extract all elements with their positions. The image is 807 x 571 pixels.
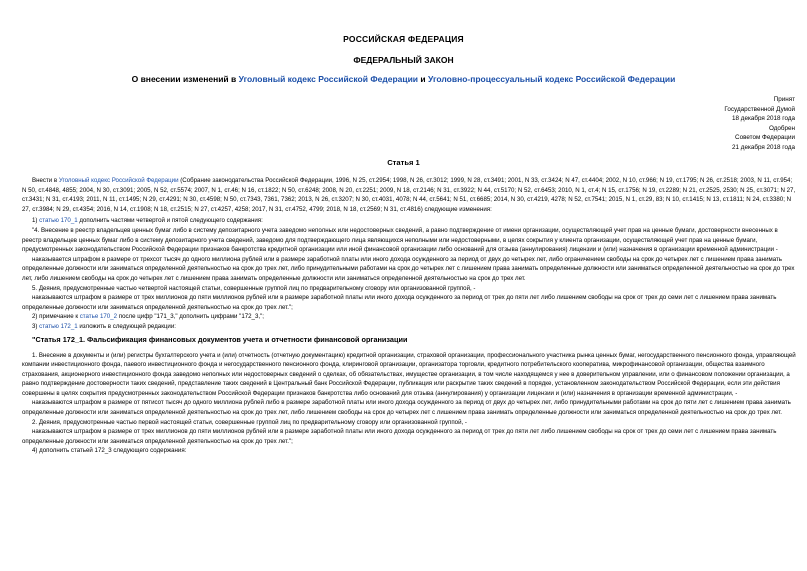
- intro-text: Внести в: [32, 177, 59, 184]
- approved-by: Советом Федерации: [735, 134, 795, 141]
- criminal-code-link[interactable]: Уголовный кодекс Российской Федерации: [58, 177, 179, 184]
- intro-rest-text: (Собрание законодательства Российской Федерации, 1996, N 25, ст.2954; 1998, N 26, ст.3012; 1999, N 28, ст.3491; 2001, N 33, ст.3424; N 47, ст.4404; 2002, N 10, ст.966; N 19, ст.1795; N 26, ст.2518; 2003, N 11, ст.954; N 50, ст.4848, 4855; 2004, N 30, ст.3091; 2005, N 52, ст.5574; 2007, N 1, ст.46; N 16, ст.1822; N 50, ст.6248; 2008, N 20, ст.2251; 2009, N 18, ст.2146; N 31, ст.3922; N 44, ст.5170; N 52, ст.6453; 2010, N 1, ст.4; N 15, ст.1756; N 19, ст.2289; N 21, ст.2525, 2530; N 25, ст.3071; N 27, ст.3431; N 31, ст.4193; 2011, N 11, ст.1495; N 29, ст.4291; N 30, ст.4598; N 50, ст.7343, 7361, 7362; 2013, N 26, ст.3207; N 30, ст.4031, 4078; N 44, ст.5641; N 51, ст.6685; 2014, N 30, ст.4219, 4278; N 52, ст.7541; 2015, N 1, ст.29, 83; N 10, ст.1415; N 13, ст.1811; N 24, ст.3380; N 27, ст.3984; N 29, ст.4354; 2016, N 14, ст.1908; N 18, ст.2515; N 27, ст.4257, 4258; 2017, N 31, ст.4752, 4799; 2018, N 18, ст.2569; N 31, ст.4816) следующие изменения:: [22, 177, 796, 213]
- article-172-1-heading: "Статья 172_1. Фальсификация финансовых документов учета и отчетности финансовой организации: [32, 334, 408, 344]
- paragraph-4: 5. Деяния, предусмотренные частью четвертой настоящей статьи, совершенные группой лиц по предварительному сговору или организованной группой, -: [32, 284, 476, 292]
- adoption-info: [675, 95, 795, 152]
- paragraph-q1: 1. Внесение в документы и (или) регистры бухгалтерского учета и (или) отчетность (отчетную документацию) кредитной организации, страховой организации, профессионального участника рынка ценных бумаг, негосударственного пенсионного фонда, управляющей компании инвестиционного фонда, паевого инвестиционного фонда и негосударственного пенсионного фонда, клиринговой организации, организатора торговли, кредитного потребительского кооператива, микрофинансовой организации, общества взаимного страхования, акционерного инвестиционного фонда заведомо неполных или недостоверных сведений о сделках, об обязательствах, имуществе организации, в том числе находящемся у нее в доверительном управлении, или о финансовом положении организации, а равно подтверждение достоверности таких сведений, представление таких сведений в Центральный банк Российской Федерации, публикация или раскрытие таких сведений в порядке, установленном законодательством Российской Федерации, если эти действия совершены в целях сокрытия предусмотренных законодательством Российской Федерации признаков банкротства либо оснований для отзыва (аннулирования) у организации лицензии и (или) назначения в организации временной администрации, -: [22, 351, 796, 397]
- approved-label: Одобрен: [768, 124, 795, 132]
- article-170-1-link[interactable]: статью 170_1: [39, 217, 78, 225]
- paragraph-6: [22, 312, 797, 322]
- paragraph-1: [22, 216, 797, 226]
- article-body: [22, 176, 797, 456]
- p6-text: 2) примечание к: [32, 313, 80, 321]
- article-170-2-link[interactable]: статье 170_2: [79, 313, 118, 321]
- adopted-by: Государственной Думой: [724, 105, 795, 113]
- criminal-code-link[interactable]: Уголовный кодекс Российской Федерации: [238, 74, 419, 84]
- paragraph-q2: наказываются штрафом в размере от пятисот тысяч до одного миллиона рублей либо в размере заработной платы или иного дохода осужденного за период от двух до четырех лет, либо принудительными работами на срок до пяти лет с лишением права занимать определенные должности или заниматься определенной деятельностью на срок до трех лет, либо лишением свободы на срок до четырех лет с лишением права занимать определенные должности или заниматься определенной деятельностью на срок до трех лет.: [22, 399, 791, 417]
- paragraph-q5: 4) дополнить статьей 172_3 следующего содержания:: [32, 447, 187, 455]
- article-172-1-link[interactable]: статью 172_1: [39, 322, 78, 330]
- law-title: [0, 74, 807, 84]
- paragraph-q4: наказываются штрафом в размере от трех миллионов до пяти миллионов рублей или в размере заработной платы или иного дохода осужденного за период от трех до пяти лет либо лишением свободы на срок от трех до семи лет с лишением права занимать определенные должности или заниматься определенной деятельностью на срок до трех лет.";: [22, 428, 777, 445]
- law-type-heading: ФЕДЕРАЛЬНЫЙ ЗАКОН: [353, 55, 454, 65]
- paragraph-2: "4. Внесение в реестр владельцев ценных бумаг либо в систему депозитарного учета заведомо неполных или недостоверных сведений, а равно подтверждение от имени организации, осуществляющей учет прав на ценные бумаги, достоверности внесенных в реестр владельцев ценных бумаг либо в систему депозитарного учета сведений, заведомо для подтверждающего лица являющихся неполными или недостоверными, в целях сокрытия у клиента организации, осуществляющей учет прав на ценные бумаги, предусмотренных законодательством Российской Федерации признаков банкротства кредитной организации или иной финансовой организации либо оснований для отзыва (аннулирования) лицензии и (или) назначения в организации временной администрации -: [22, 226, 778, 254]
- paragraph-3: наказывается штрафом в размере от трехсот тысяч до одного миллиона рублей или в размере заработной платы или иного дохода осужденного за период от двух до четырех лет, либо ограничением свободы на срок до четырех лет с лишением права занимать определенные должности или заниматься определенной деятельностью на срок до трех лет, либо принудительными работами на срок до четырех лет с лишением права занимать определенные должности или заниматься определенной деятельностью на срок до трех лет, либо лишением свободы на срок до четырех лет с лишением права занимать определенные должности или заниматься определенной деятельностью на срок до трех лет.: [22, 255, 795, 282]
- paragraph-7: [22, 322, 797, 332]
- adopted-label: Принят: [773, 96, 795, 103]
- p1-rest-text: дополнить частями четвертой и пятой следующего содержания:: [77, 217, 263, 225]
- p7-text: 3): [32, 322, 40, 330]
- article-heading: Статья 1: [387, 158, 420, 167]
- country-heading: РОССИЙСКАЯ ФЕДЕРАЦИЯ: [343, 34, 464, 44]
- title-text-pre: О внесении изменений в: [131, 74, 239, 84]
- adopted-date: 18 декабря 2018 года: [732, 115, 795, 122]
- paragraph-intro: [22, 176, 797, 214]
- p7-rest-text: изложить в следующей редакции:: [77, 322, 176, 330]
- title-text-mid: и: [418, 74, 428, 84]
- paragraph-5: наказываются штрафом в размере от трех миллионов до пяти миллионов рублей или в размере заработной платы или иного дохода осужденного за период от трех до пяти лет либо лишением свободы на срок от трех до семи лет с лишением права занимать определенные должности или заниматься определенной деятельностью на срок до трех лет.";: [22, 294, 777, 311]
- p6-rest-text: после цифр "171_3," дополнить цифрами "172_3,";: [117, 313, 264, 321]
- p1-text: 1): [32, 217, 40, 225]
- paragraph-q3: 2. Деяния, предусмотренные частью первой настоящей статьи, совершенные группой лиц по предварительному сговору или организованной группой, -: [32, 418, 467, 426]
- approved-date: 21 декабря 2018 года: [732, 143, 795, 151]
- criminal-procedure-code-link[interactable]: Уголовно-процессуальный кодекс Российской Федерации: [428, 74, 676, 84]
